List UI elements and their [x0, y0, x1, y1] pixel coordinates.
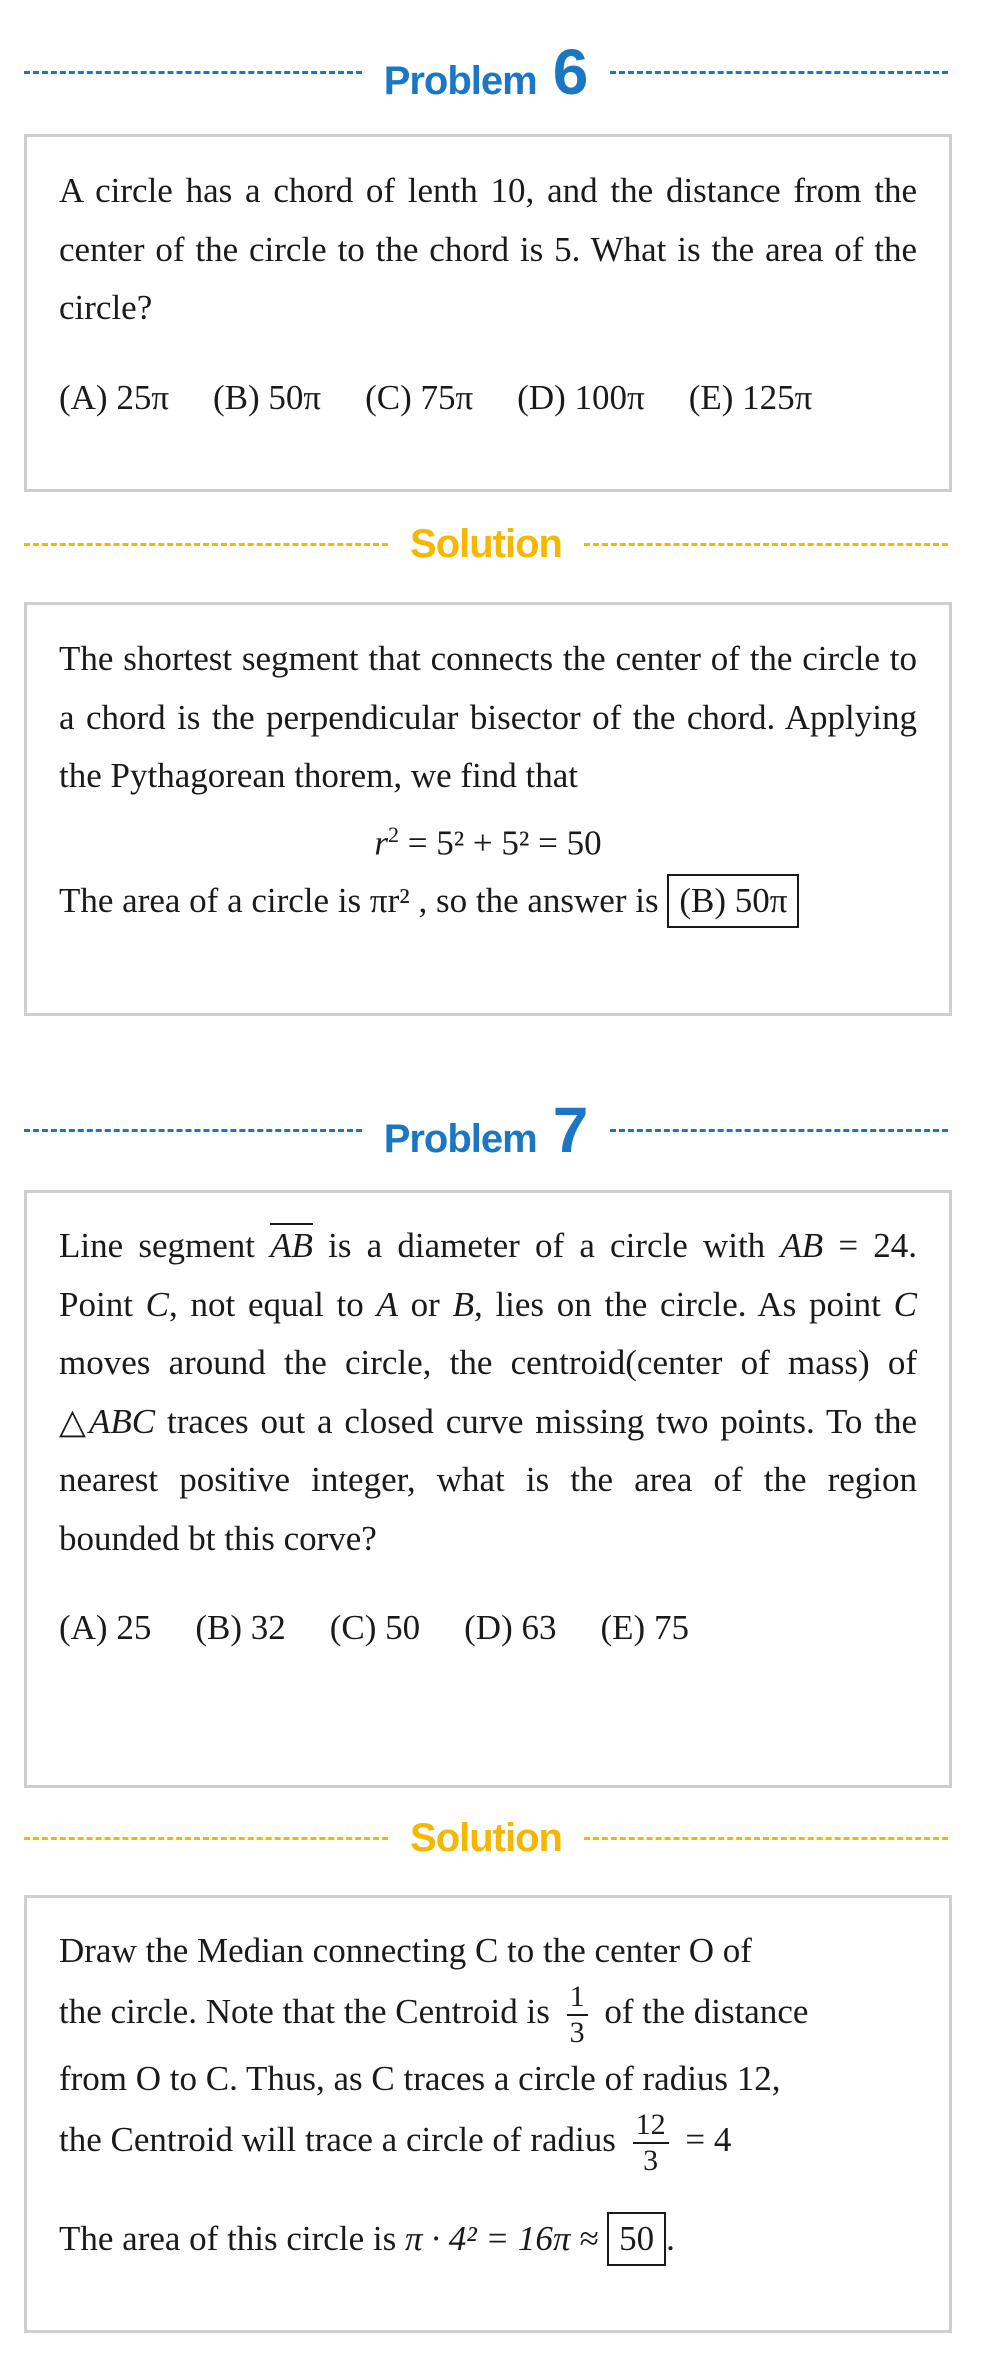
choice-c: (C) 50	[329, 1608, 421, 1647]
solution-6-area-line: The area of a circle is πr² , so the answer is (B) 50π	[59, 872, 917, 930]
choice-d: (D) 63	[464, 1608, 557, 1647]
solution-6-box	[24, 602, 952, 1016]
solution-6-equation: $r^2 = 5^2 + 5^2 = 50$	[374, 821, 602, 863]
header-dash-left	[24, 71, 362, 74]
header-dash-right	[610, 71, 948, 74]
problem-7-choices	[59, 1608, 917, 1648]
problem-7-header	[24, 1090, 948, 1170]
problem-6-box	[24, 134, 952, 492]
choice-a: (A) 25	[59, 1608, 152, 1647]
solution-6-answer: (B) 50π	[667, 874, 799, 928]
header-dash-right	[584, 1837, 948, 1840]
problem-7-box	[24, 1190, 952, 1788]
solution-7-area-line: The area of this circle is π · 4² = 16π ≈ 50 .	[59, 2210, 917, 2268]
solution-7-answer: 50	[607, 2212, 666, 2266]
header-dash-right	[584, 543, 948, 546]
choice-a: (A) 25π	[59, 377, 170, 417]
choice-e: (E) 125π	[688, 377, 813, 417]
solution-7-title: Solution	[410, 1815, 562, 1860]
fraction-twelve-thirds: $\frac{12}{3}$	[633, 2108, 669, 2178]
header-dash-left	[24, 1129, 362, 1132]
problem-6-text: A circle has a chord of lenth 10, and the distance from the center of the circle to the chord is 5. What is the area of the circle?	[59, 171, 917, 327]
choice-b: (B) 50π	[213, 377, 322, 417]
solution-7-line-1: Draw the Median connecting C to the center O of	[59, 1931, 752, 1970]
solution-7-box	[24, 1895, 952, 2333]
header-dash-right	[610, 1129, 948, 1132]
problem-6-title: Problem 6	[383, 36, 589, 108]
header-dash-left	[24, 1837, 388, 1840]
problem-6-choices	[59, 378, 917, 418]
choice-c: (C) 75π	[365, 377, 474, 417]
problem-7-text: Line segment AB is a diameter of a circle with AB = 24. Point C, not equal to A or B, lies on the circle. As point C moves around the circle, the centroid(center of mass) of △ABC traces out a closed curve missing two points. To the nearest positive integer, what is the area of the region bounded bt this corve?	[59, 1217, 917, 1568]
fraction-one-third: $\frac{1}{3}$	[567, 1980, 588, 2050]
solution-7-line-3: from O to C. Thus, as C traces a circle of radius 12,	[59, 2059, 781, 2098]
solution-6-header	[24, 514, 948, 574]
choice-b: (B) 32	[195, 1608, 286, 1647]
problem-6-header	[24, 32, 948, 112]
solution-6-title: Solution	[410, 521, 562, 566]
header-dash-left	[24, 543, 388, 546]
solution-7-line-4: the Centroid will trace a circle of radius $\frac{12}{3}$ = 4	[59, 2108, 732, 2177]
choice-d: (D) 100π	[517, 377, 645, 417]
solution-7-line-2: the circle. Note that the Centroid is $\frac{1}{3}$ of the distance	[59, 1980, 809, 2049]
solution-6-text: The shortest segment that connects the center of the circle to a chord is the perpendicular bisector of the chord. Applying the Pythagorean thorem, we find that	[59, 639, 917, 795]
choice-e: (E) 75	[600, 1608, 689, 1647]
problem-7-title: Problem 7	[383, 1094, 589, 1166]
solution-7-header	[24, 1808, 948, 1868]
